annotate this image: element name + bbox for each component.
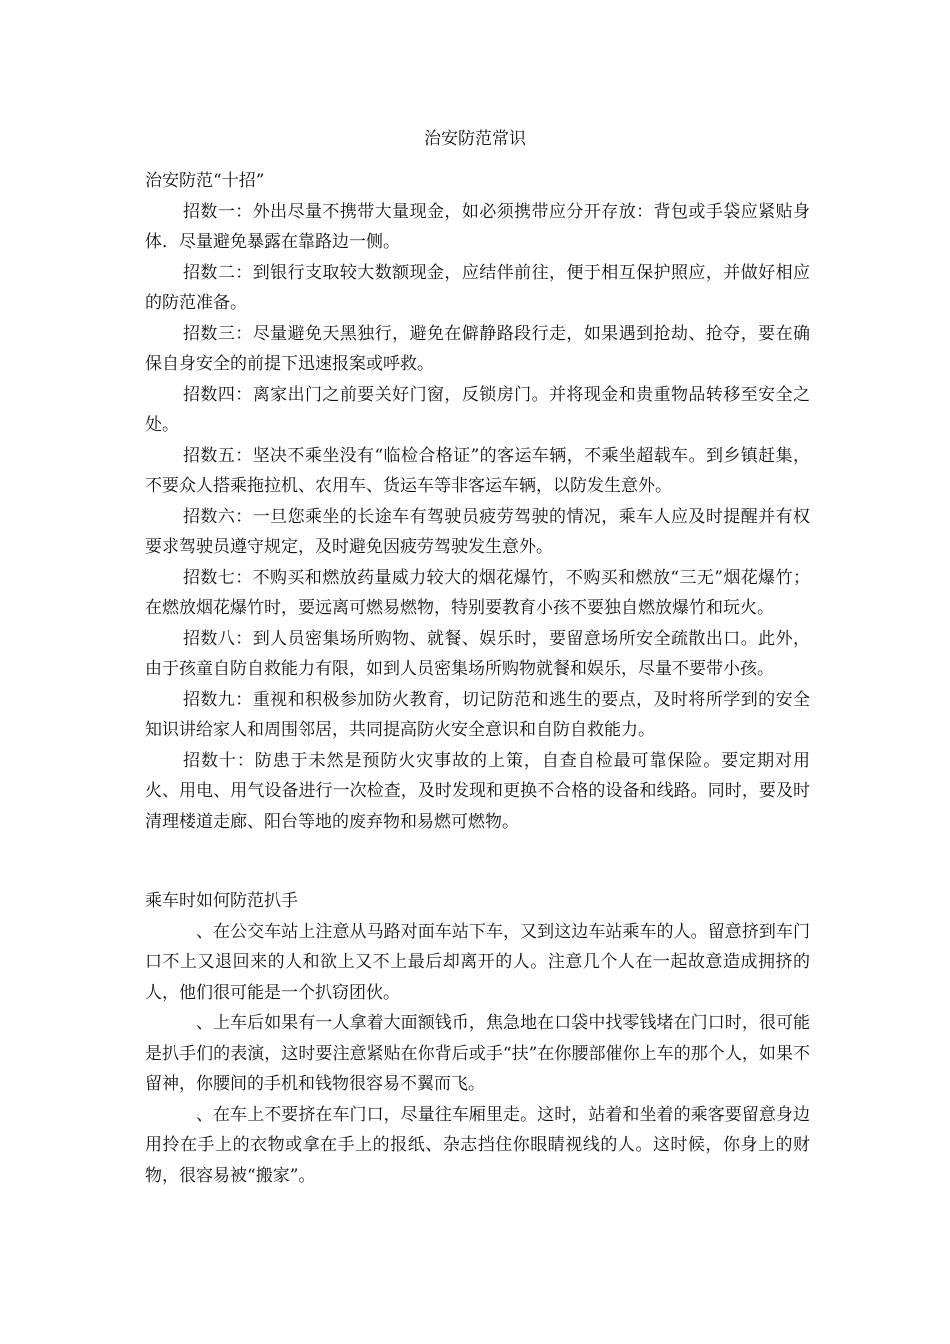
paragraph-tip-3: 招数三：尽量避免天黑独行，避免在僻静路段行走，如果遇到抢劫、抢夺，要在确保自身安全的前提下迅速报案或呼救。 bbox=[145, 323, 810, 374]
paragraph-tip-6: 招数六：一旦您乘坐的长途车有驾驶员疲劳驾驶的情况，乘车人应及时提醒并有权要求驾驶员遵守规定，及时避免因疲劳驾驶发生意外。 bbox=[145, 506, 810, 557]
document-title: 治安防范常识 bbox=[424, 129, 526, 149]
section-heading: 乘车时如何防范扒手 bbox=[145, 891, 298, 911]
paragraph-tip-9: 招数九：重视和积极参加防火教育，切记防范和逃生的要点，及时将所学到的安全知识讲给家人和周围邻居，共同提高防火安全意识和自防自救能力。 bbox=[145, 689, 810, 740]
paragraph-tip-10: 招数十：防患于未然是预防火灾事故的上策，自查自检最可靠保险。要定期对用火、用电、用气设备进行一次检查，及时发现和更换不合格的设备和线路。同时，要及时清理楼道走廊、阳台等地的废弃物和易燃可燃物。 bbox=[145, 750, 810, 832]
section-pickpocket bbox=[145, 886, 810, 1191]
paragraph-tip-7: 招数七：不购买和燃放药量威力较大的烟花爆竹，不购买和燃放“三无”烟花爆竹；在燃放烟花爆竹时，要远离可燃易燃物，特别要教育小孩不要独自燃放爆竹和玩火。 bbox=[145, 567, 810, 618]
paragraph-tip-5: 招数五：坚决不乘坐没有“临检合格证”的客运车辆，不乘坐超载车。到乡镇赶集，不要众人搭乘拖拉机、农用车、货运车等非客运车辆，以防发生意外。 bbox=[145, 445, 810, 496]
paragraph-boarding: 、上车后如果有一人拿着大面额钱币，焦急地在口袋中找零钱堵在门口时，很可能是扒手们的表演，这时要注意紧贴在你背后或手“扶”在你腰部催你上车的那个人，如果不留神，你腰间的手机和钱物很容易不翼而飞。 bbox=[145, 1013, 810, 1094]
paragraph-tip-1: 招数一：外出尽量不携带大量现金，如必须携带应分开存放：背包或手袋应紧贴身体．尽量避免暴露在靠路边一侧。 bbox=[145, 201, 810, 252]
paragraph-bus-stop: 、在公交车站上注意从马路对面车站下车，又到这边车站乘车的人。留意挤到车门口不上又退回来的人和欲上又不上最后却离开的人。注意几个人在一起故意造成拥挤的人，他们很可能是一个扒窃团伙。 bbox=[145, 921, 810, 1003]
section-ten-tips bbox=[145, 166, 810, 837]
section-heading: 治安防范“十招” bbox=[145, 171, 265, 191]
paragraph-on-bus: 、在车上不要挤在车门口，尽量往车厢里走。这时，站着和坐着的乘客要留意身边用拎在手上的衣物或拿在手上的报纸、杂志挡住你眼睛视线的人。这时候，你身上的财物，很容易被“搬家”。 bbox=[145, 1104, 810, 1186]
paragraph-tip-2: 招数二：到银行支取较大数额现金，应结伴前往，便于相互保护照应，并做好相应的防范准备。 bbox=[145, 262, 810, 313]
paragraph-tip-4: 招数四：离家出门之前要关好门窗，反锁房门。并将现金和贵重物品转移至安全之处。 bbox=[145, 384, 810, 435]
paragraph-tip-8: 招数八：到人员密集场所购物、就餐、娱乐时，要留意场所安全疏散出口。此外，由于孩童自防自救能力有限，如到人员密集场所购物就餐和娱乐，尽量不要带小孩。 bbox=[145, 628, 810, 679]
